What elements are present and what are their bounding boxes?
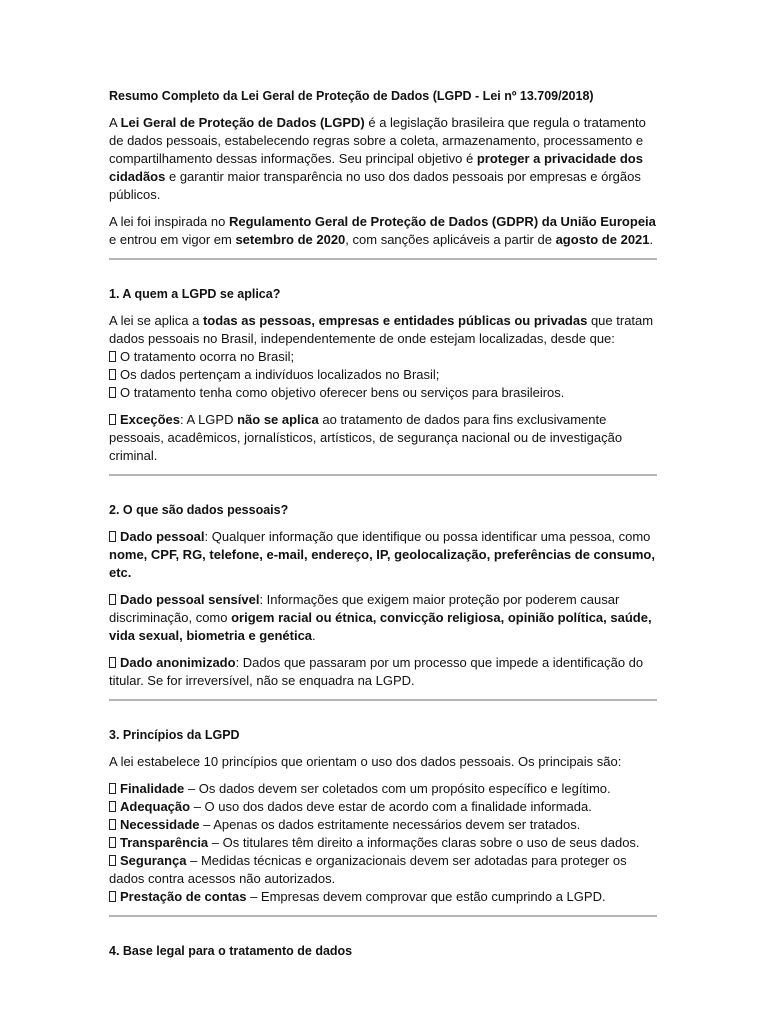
missing-glyph-icon [109, 855, 116, 866]
definition-sensitive-data [109, 591, 657, 645]
text-run: – Medidas técnicas e organizacionais devem ser adotadas para proteger os dados contra acessos não autorizados. [109, 853, 627, 886]
missing-glyph-icon [109, 783, 116, 794]
document-content [109, 87, 657, 969]
text-run: – Apenas os dados estritamente necessários devem ser tratados. [199, 817, 581, 832]
section-divider [109, 258, 657, 260]
text-run: : Qualquer informação que identifique ou possa identificar uma pessoa, como [204, 529, 651, 544]
text-run: – Empresas devem comprovar que estão cumprindo a LGPD. [246, 889, 606, 904]
list-item-text: O tratamento tenha como objetivo oferecer bens ou serviços para brasileiros. [120, 385, 565, 400]
text-run: – O uso dos dados deve estar de acordo com a finalidade informada. [190, 799, 592, 814]
text-run: e entrou em vigor em [109, 232, 236, 247]
text-run: A lei foi inspirada no [109, 214, 229, 229]
bold-run: origem racial ou étnica, convicção religiosa, opinião política, saúde, vida sexual, biometria e genética [109, 610, 652, 643]
intro-paragraph-1 [109, 114, 657, 204]
list-item [109, 816, 657, 834]
text-run: e garantir maior transparência no uso dos dados pessoais por empresas e órgãos públicos. [109, 169, 641, 202]
missing-glyph-icon [109, 837, 116, 848]
section-2-heading: 2. O que são dados pessoais? [109, 503, 289, 517]
section-divider [109, 915, 657, 917]
bold-run: agosto de 2021 [555, 232, 650, 247]
text-run: A [109, 115, 121, 130]
section-4-heading: 4. Base legal para o tratamento de dados [109, 944, 353, 958]
missing-glyph-icon [109, 819, 116, 830]
missing-glyph-icon [109, 891, 116, 902]
list-item [109, 366, 657, 384]
text-run: . [649, 232, 654, 247]
bold-run: Segurança [120, 853, 187, 868]
principles-list [109, 780, 657, 906]
bold-run: Transparência [120, 835, 209, 850]
missing-glyph-icon [109, 801, 116, 812]
text-run: , com sanções aplicáveis a partir de [345, 232, 556, 247]
bold-run: Dado pessoal [120, 529, 205, 544]
bold-run: Prestação de contas [120, 889, 247, 904]
text-run: A lei se aplica a [109, 313, 203, 328]
bold-run: setembro de 2020 [235, 232, 346, 247]
bold-run: Necessidade [120, 817, 200, 832]
text-run: : Informações que exigem maior proteção por poderem causar discriminação, como [109, 592, 620, 625]
bold-run: Finalidade [120, 781, 185, 796]
bold-run: Exceções [120, 412, 180, 427]
list-item [109, 852, 657, 888]
missing-glyph-icon [109, 594, 116, 605]
bold-run: proteger a privacidade dos cidadãos [109, 151, 643, 184]
bold-run: todas as pessoas, empresas e entidades públicas ou privadas [202, 313, 588, 328]
section-1-body [109, 312, 657, 402]
definition-anonymized-data [109, 654, 657, 690]
text-run: : A LGPD [180, 412, 238, 427]
list-item [109, 348, 657, 366]
missing-glyph-icon [109, 369, 116, 380]
text-run: . [312, 628, 316, 643]
intro-paragraph-2 [109, 213, 657, 249]
bold-run: Dado pessoal sensível [120, 592, 260, 607]
section-divider [109, 474, 657, 476]
bold-run: nome, CPF, RG, telefone, e-mail, endereço, IP, geolocalização, preferências de consumo, etc. [109, 547, 655, 580]
bold-run: não se aplica [237, 412, 319, 427]
section-1-heading: 1. A quem a LGPD se aplica? [109, 287, 281, 301]
text-run: – Os dados devem ser coletados com um propósito específico e legítimo. [184, 781, 611, 796]
list-item [109, 798, 657, 816]
document-title: Resumo Completo da Lei Geral de Proteção de Dados (LGPD - Lei nº 13.709/2018) [109, 89, 594, 103]
missing-glyph-icon [109, 414, 116, 425]
text-run: que tratam dados pessoais no Brasil, independentemente de onde estejam localizadas, desde que: [109, 313, 654, 346]
bold-run: Lei Geral de Proteção de Dados (LGPD) [120, 115, 365, 130]
text-run: é a legislação brasileira que regula o tratamento de dados pessoais, estabelecendo regras sobre a coleta, armazenamento, processamento e compartilhamento dessas informações. Seu principal objetivo é [109, 115, 646, 166]
principles-intro: A lei estabelece 10 princípios que orientam o uso dos dados pessoais. Os principais são: [109, 754, 622, 769]
list-item-text: O tratamento ocorra no Brasil; [120, 349, 295, 364]
missing-glyph-icon [109, 387, 116, 398]
section-3-heading: 3. Princípios da LGPD [109, 728, 240, 742]
list-item [109, 384, 657, 402]
bold-run: Dado anonimizado [120, 655, 236, 670]
list-item-text: Os dados pertençam a indivíduos localizados no Brasil; [120, 367, 440, 382]
missing-glyph-icon [109, 351, 116, 362]
text-run: : Dados que passaram por um processo que impede a identificação do titular. Se for irreversível, não se enquadra na LGPD. [109, 655, 644, 688]
list-item [109, 888, 657, 906]
text-run: ao tratamento de dados para fins exclusivamente pessoais, acadêmicos, jornalísticos, artísticos, de segurança nacional ou de investigação criminal. [109, 412, 623, 463]
exceptions-paragraph [109, 411, 657, 465]
missing-glyph-icon [109, 657, 116, 668]
list-item [109, 834, 657, 852]
bold-run: Adequação [120, 799, 191, 814]
missing-glyph-icon [109, 531, 116, 542]
definition-personal-data [109, 528, 657, 582]
bold-run: Regulamento Geral de Proteção de Dados (GDPR) da União Europeia [228, 214, 656, 229]
text-run: – Os titulares têm direito a informações claras sobre o uso de seus dados. [208, 835, 640, 850]
list-item [109, 780, 657, 798]
section-divider [109, 699, 657, 701]
